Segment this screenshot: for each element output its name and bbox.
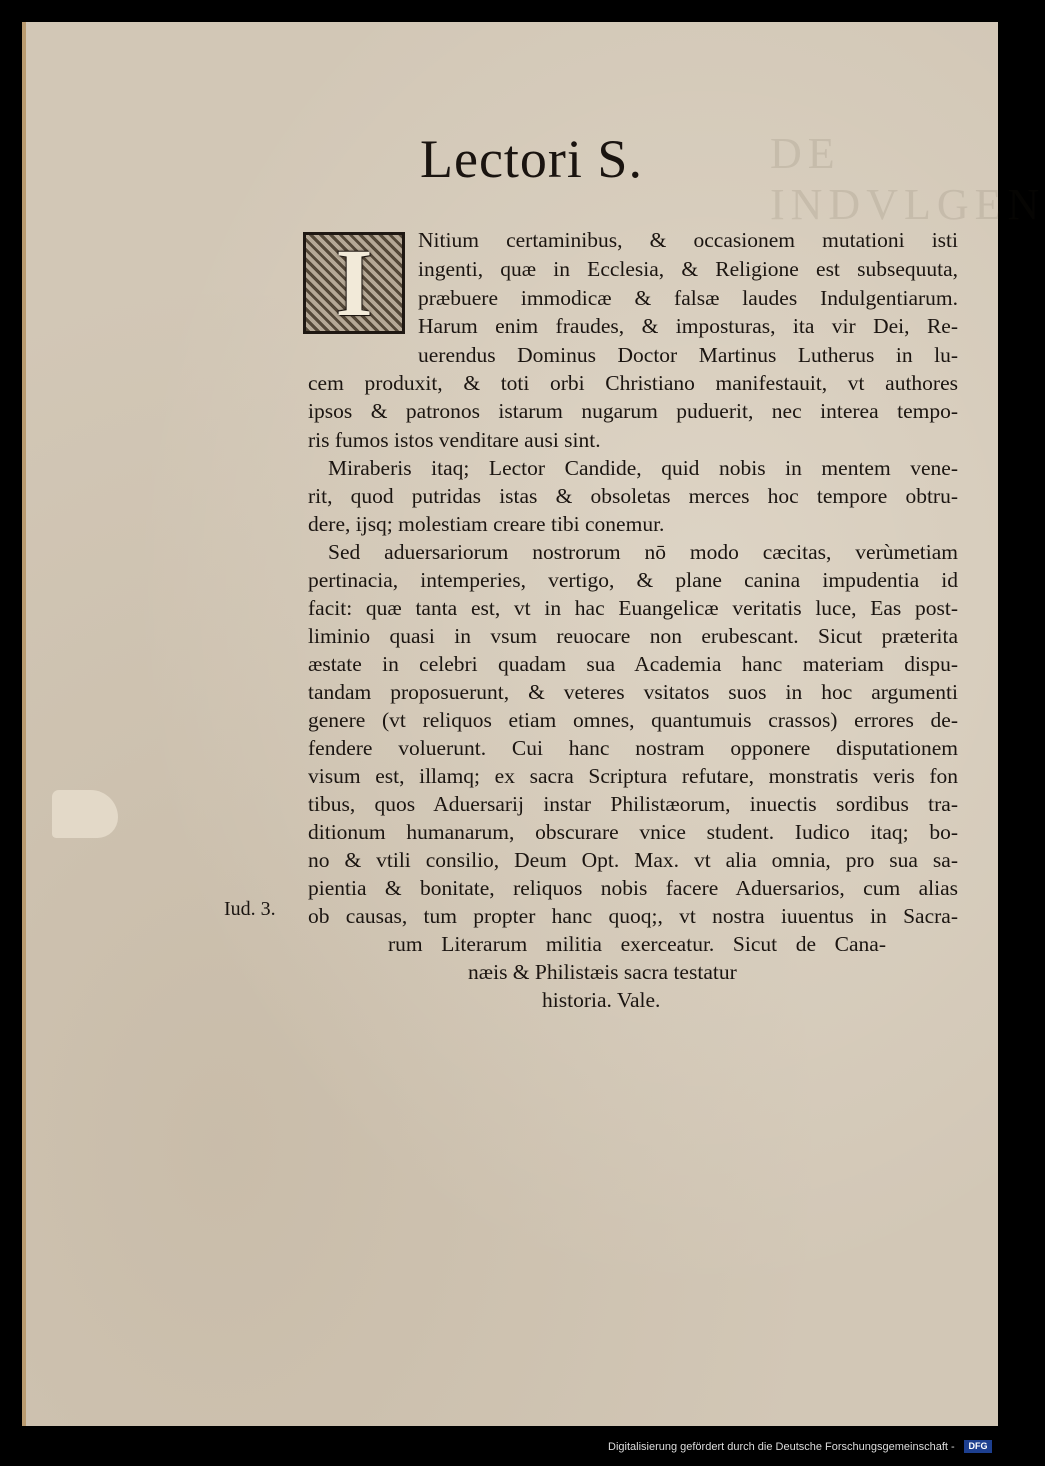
text-line: facit: quæ tanta est, vt in hac Euangelicæ veritatis luce, Eas post- (308, 596, 958, 620)
text-line: næis & Philistæis sacra testatur (468, 960, 737, 984)
text-line: dere, ijsq; molestiam creare tibi conemur. (308, 512, 665, 536)
text-line: rit, quod putridas istas & obsoletas merces hoc tempore obtru- (308, 484, 958, 508)
text-line: visum est, illamq; ex sacra Scriptura refutare, monstratis veris fon (308, 764, 958, 788)
text-line: cem produxit, & toti orbi Christiano manifestauit, vt authores (308, 371, 958, 395)
text-line: præbuere immodicæ & falsæ laudes Indulgentiarum. (418, 286, 958, 310)
text-line: pientia & bonitate, reliquos nobis facere Aduersarios, cum alias (308, 876, 958, 900)
text-line: æstate in celebri quadam sua Academia hanc materiam dispu- (308, 652, 958, 676)
text-line: ob causas, tum propter hanc quoq;, vt nostra iuuentus in Sacra- (308, 904, 958, 928)
text-line: ipsos & patronos istarum nugarum puduerit, nec interea tempo- (308, 399, 958, 423)
text-line: Harum enim fraudes, & imposturas, ita vir Dei, Re- (418, 314, 958, 338)
text-line: Nitium certaminibus, & occasionem mutationi isti (418, 228, 958, 252)
decorated-initial (303, 229, 405, 336)
text-line: liminio quasi in vsum reuocare non erubescant. Sicut præterita (308, 624, 958, 648)
text-line: Sed aduersariorum nostrorum nō modo cæcitas, verùmetiam (328, 540, 958, 564)
text-line: ingenti, quæ in Ecclesia, & Religione est subsequuta, (418, 257, 958, 281)
text-line: tibus, quos Aduersarij instar Philistæorum, inuectis sordibus tra- (308, 792, 958, 816)
paper-damage (52, 790, 118, 838)
text-line: uerendus Dominus Doctor Martinus Lutherus in lu- (418, 343, 958, 367)
dfg-logo: DFG (964, 1440, 992, 1453)
text-line: no & vtili consilio, Deum Opt. Max. vt alia omnia, pro sua sa- (308, 848, 958, 872)
show-through-text: DE INDVLGEN (770, 129, 1045, 229)
text-line: historia. Vale. (542, 988, 661, 1012)
text-line: tandam proposuerunt, & veteres vsitatos suos in hoc argumenti (308, 680, 958, 704)
text-line: fendere voluerunt. Cui hanc nostram opponere disputationem (308, 736, 958, 760)
text-line: ditionum humanarum, obscurare vnice student. Iudico itaq; bo- (308, 820, 958, 844)
text-line: pertinacia, intemperies, vertigo, & plane canina impudentia id (308, 568, 958, 592)
margin-note: Iud. 3. (224, 898, 276, 920)
text-line: genere (vt reliquos etiam omnes, quantumuis crassos) errores de- (308, 708, 958, 732)
initial-letter: I (335, 229, 373, 336)
text-line: ris fumos istos venditare ausi sint. (308, 428, 601, 452)
text-line: rum Literarum militia exerceatur. Sicut de Cana- (388, 932, 886, 956)
digitization-credit: Digitalisierung gefördert durch die Deutsche Forschungsgemeinschaft - (608, 1441, 955, 1453)
text-line: Miraberis itaq; Lector Candide, quid nobis in mentem vene- (328, 456, 958, 480)
page-title: Lectori S. (420, 129, 643, 189)
